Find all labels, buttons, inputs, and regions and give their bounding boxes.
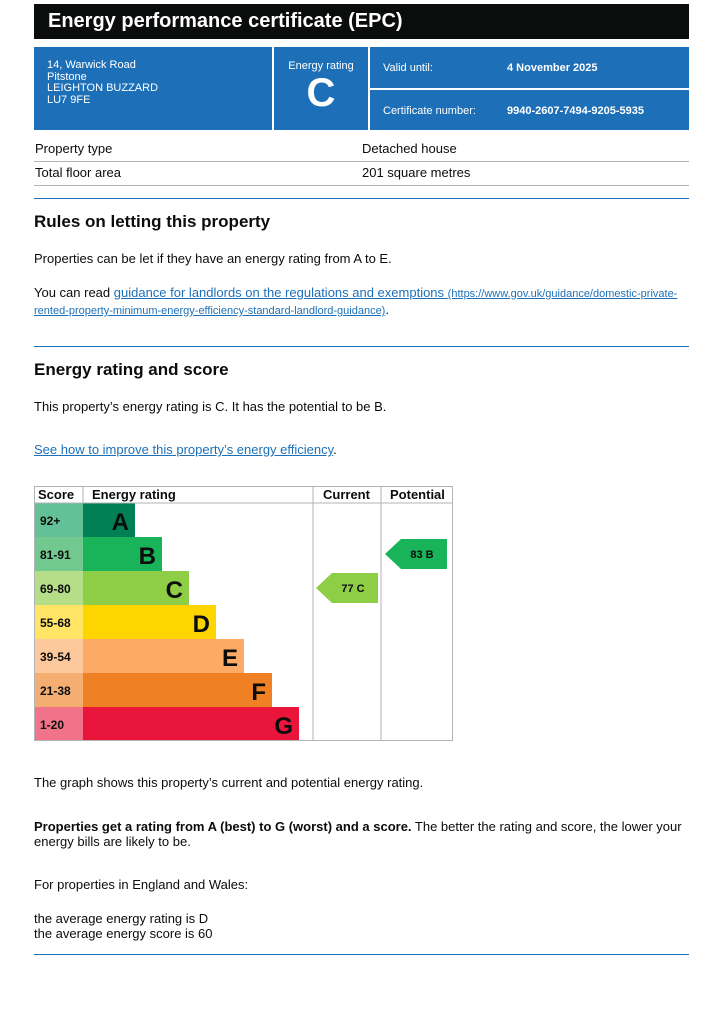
improve-suffix: .: [333, 442, 337, 457]
band-bar-g: [83, 707, 299, 741]
band-bar-f: [83, 673, 272, 707]
band-letter-f: F: [251, 679, 266, 706]
band-letter-b: B: [138, 543, 156, 570]
letting-heading: Rules on letting this property: [34, 212, 271, 231]
energy-rating-label: Energy rating: [288, 60, 354, 72]
landlord-guidance-url: (https://www.gov.uk/guidance/domestic-private-rented-property-minimum-energy-efficiency-standard-landlord-guidance): [34, 288, 678, 317]
letting-paragraph: Properties can be let if they have an energy rating from A to E.: [34, 251, 392, 266]
property-type-label: Property type: [35, 141, 113, 156]
certificate-number-value: 9940-2607-7494-9205-5935: [507, 105, 645, 117]
band-letter-d: D: [192, 611, 210, 638]
current-rating-label: 77 C: [341, 583, 365, 595]
valid-until-value: 4 November 2025: [507, 62, 598, 74]
floor-area-value: 201 square metres: [362, 165, 471, 180]
address-line: Pitstone: [47, 70, 87, 83]
letting-guidance-paragraph: [34, 285, 689, 319]
score-label-e: 39-54: [40, 650, 71, 664]
band-letter-g: G: [274, 713, 293, 740]
chart-header-0: Score: [38, 487, 75, 502]
chart-header-2: Current: [323, 487, 370, 502]
rating-explanation-rest: The better the rating and score, the lower your energy bills are likely to be.: [34, 819, 682, 849]
rating-explanation: [34, 819, 689, 849]
guidance-suffix: .: [385, 302, 389, 317]
band-letter-e: E: [221, 645, 238, 672]
address-line: 14, Warwick Road: [47, 59, 136, 71]
rating-explanation-bold: Properties get a rating from A (best) to G (worst) and a score.: [34, 819, 412, 834]
valid-until-box: [370, 47, 689, 88]
rating-heading: Energy rating and score: [34, 360, 229, 379]
valid-until-label: Valid until:: [383, 62, 433, 74]
graph-note: The graph shows this property’s current and potential energy rating.: [34, 775, 424, 790]
average-score: the average energy score is 60: [34, 926, 213, 941]
band-letter-c: C: [165, 577, 183, 604]
score-label-g: 1-20: [40, 718, 65, 732]
england-wales-note: For properties in England and Wales:: [34, 877, 249, 892]
score-label-a: 92+: [40, 514, 61, 528]
chart-header-3: Potential: [390, 487, 445, 502]
improve-paragraph: [34, 442, 689, 457]
potential-rating-label: 83 B: [410, 549, 434, 561]
rating-paragraph: This property’s energy rating is C. It has the potential to be B.: [34, 399, 387, 414]
address-line: LU7 9FE: [47, 93, 91, 106]
band-bar-e: [83, 639, 244, 673]
section-divider: [34, 198, 689, 199]
energy-rating-value: C: [306, 71, 336, 115]
section-divider: [34, 954, 689, 955]
energy-rating-chart: [34, 486, 454, 747]
property-type-value: Detached house: [362, 141, 457, 156]
certificate-number-box: [370, 90, 689, 130]
section-divider: [34, 346, 689, 347]
energy-rating-box: [274, 47, 368, 130]
certificate-number-label: Certificate number:: [383, 105, 476, 117]
address-line: LEIGHTON BUZZARD: [47, 82, 159, 94]
score-label-c: 69-80: [40, 582, 71, 596]
property-type-row: [34, 137, 689, 162]
score-label-f: 21-38: [40, 684, 71, 698]
score-label-b: 81-91: [40, 548, 71, 562]
band-letter-a: A: [111, 509, 129, 536]
energy-rating-chart-svg: [34, 486, 454, 742]
page-title: Energy performance certificate (EPC): [34, 4, 689, 39]
chart-header-1: Energy rating: [92, 487, 176, 502]
address-box: [34, 47, 272, 130]
floor-area-label: Total floor area: [35, 165, 121, 180]
floor-area-row: [34, 161, 689, 186]
average-rating: the average energy rating is D: [34, 911, 209, 926]
score-label-d: 55-68: [40, 616, 71, 630]
landlord-guidance-link-text: guidance for landlords on the regulations and exemptions: [113, 285, 445, 300]
guidance-prefix: You can read: [34, 285, 114, 300]
improve-efficiency-link[interactable]: See how to improve this property’s energy efficiency: [34, 442, 334, 457]
landlord-guidance-link[interactable]: [34, 285, 677, 317]
